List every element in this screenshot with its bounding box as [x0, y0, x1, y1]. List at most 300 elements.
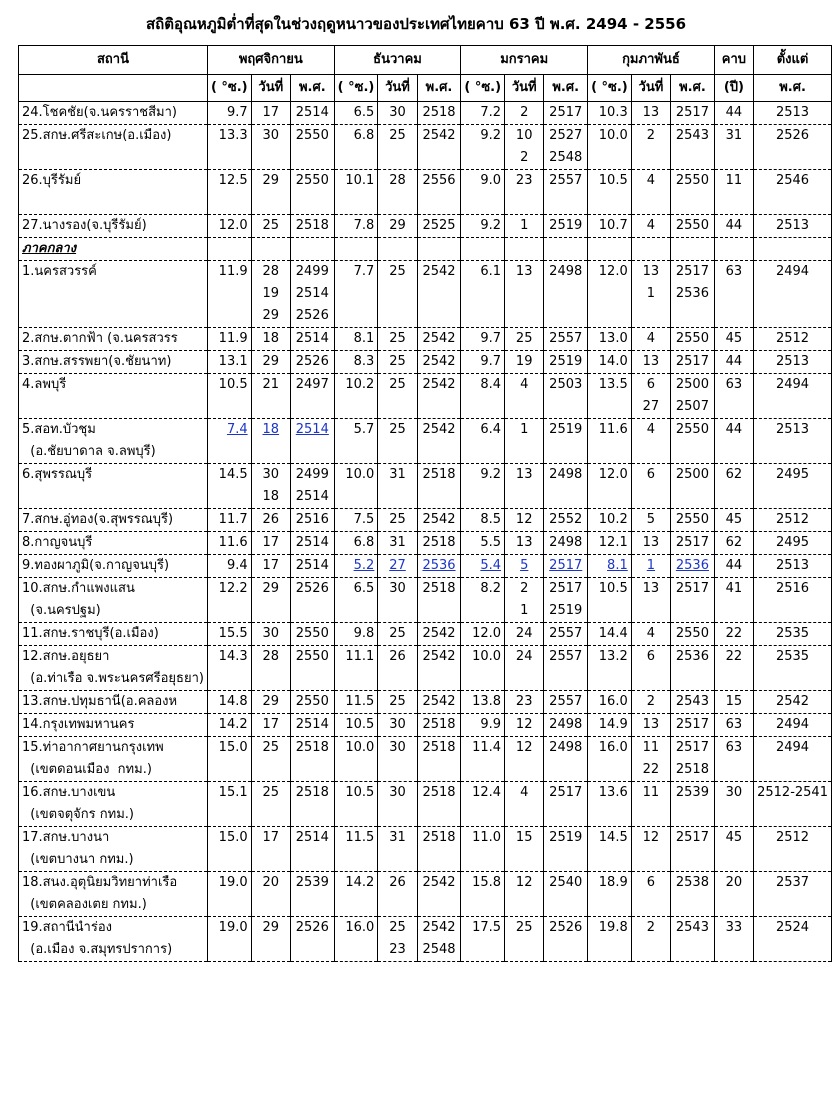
nov-temp-value: 9.7 — [226, 105, 248, 120]
feb-temp-cell — [588, 555, 632, 578]
station-name-line: 25.สกษ.ศรีสะเกษ(อ.เมือง) — [22, 128, 172, 143]
feb-year-cell — [671, 578, 715, 623]
jan-day-value: 12 — [515, 717, 533, 732]
station-name-line: 13.สกษ.ปทุมธานี(อ.คลองห — [22, 694, 178, 709]
empty-cell — [631, 238, 670, 261]
feb-day-value: 6 — [646, 649, 656, 664]
station-name-line: (เขตจตุจักร กทม.) — [22, 807, 134, 822]
feb-year-value: 2538 — [675, 875, 709, 890]
nov-day-cell — [251, 714, 290, 737]
nov-temp-value: 12.5 — [218, 173, 248, 188]
nov-year-value: 2499 — [295, 467, 329, 482]
period-cell — [714, 555, 753, 578]
station-name-line — [22, 192, 204, 214]
dec-year-value: 2548 — [422, 942, 456, 957]
station-name — [19, 215, 208, 238]
dec-year-cell — [417, 125, 461, 170]
table-row — [19, 827, 832, 872]
jan-temp-value: 11.0 — [472, 830, 502, 845]
feb-year-cell — [671, 782, 715, 827]
nov-year-value: 2514 — [295, 105, 329, 120]
feb-day-value: 2 — [646, 128, 656, 143]
subheader-day: วันที่ — [631, 75, 670, 102]
dec-day-value: 25 — [389, 920, 406, 935]
dec-day-value: 25 — [389, 512, 406, 527]
feb-year-value: 2550 — [675, 422, 709, 437]
nov-day-link[interactable]: 18 — [262, 422, 280, 437]
dec-day-cell — [378, 215, 417, 238]
feb-temp-value: 10.5 — [598, 581, 628, 596]
nov-year-cell — [290, 328, 334, 351]
dec-year-cell — [417, 374, 461, 419]
jan-year-value: 2498 — [549, 717, 583, 732]
feb-temp-link[interactable]: 8.1 — [607, 558, 628, 573]
jan-temp-cell — [461, 374, 505, 419]
jan-temp-link[interactable]: 5.4 — [480, 558, 502, 573]
jan-day-value: 24 — [515, 649, 533, 664]
dec-year-cell — [417, 646, 461, 691]
nov-year-value: 2550 — [295, 649, 329, 664]
nov-temp-cell — [207, 102, 251, 125]
period-value: 44 — [725, 105, 743, 120]
header-row — [19, 46, 832, 75]
since-value: 2535 — [775, 649, 810, 664]
feb-day-link[interactable]: 1 — [646, 558, 656, 573]
feb-year-value: 2550 — [675, 512, 709, 527]
station-name-line: 8.กาญจนบุรี — [22, 535, 93, 550]
jan-day-cell — [505, 464, 544, 509]
jan-temp-cell — [461, 351, 505, 374]
nov-year-link[interactable]: 2514 — [295, 422, 329, 437]
nov-day-value: 29 — [262, 308, 280, 323]
nov-day-value: 21 — [262, 377, 280, 392]
dec-temp-cell — [334, 555, 378, 578]
nov-day-cell — [251, 419, 290, 464]
jan-day-value: 2 — [520, 581, 529, 596]
jan-year-value: 2517 — [549, 105, 583, 120]
feb-year-value: 2550 — [675, 173, 709, 188]
station-name — [19, 623, 208, 646]
jan-year-cell — [544, 872, 588, 917]
dec-year-value: 2518 — [422, 785, 456, 800]
empty-cell — [251, 238, 290, 261]
dec-temp-cell — [334, 261, 378, 328]
table-row — [19, 351, 832, 374]
dec-day-cell — [378, 374, 417, 419]
dec-day-cell — [378, 170, 417, 215]
jan-temp-value: 9.2 — [480, 128, 502, 143]
since-value: 2495 — [775, 535, 810, 550]
jan-temp-cell — [461, 102, 505, 125]
period-cell — [714, 464, 753, 509]
subheader-since-unit: พ.ศ. — [754, 75, 832, 102]
nov-temp-value: 19.0 — [218, 920, 248, 935]
temperature-table — [18, 45, 832, 962]
nov-year-cell — [290, 532, 334, 555]
station-name — [19, 578, 208, 623]
jan-year-cell — [544, 125, 588, 170]
nov-temp-value: 11.7 — [218, 512, 248, 527]
dec-day-value: 30 — [389, 785, 406, 800]
feb-day-value: 6 — [646, 377, 656, 392]
jan-day-value: 23 — [515, 173, 533, 188]
dec-day-value: 26 — [389, 875, 406, 890]
period-cell — [714, 623, 753, 646]
empty-cell — [207, 238, 251, 261]
station-name-line: (อ.เมือง จ.สมุทรปราการ) — [22, 942, 173, 957]
subheader-row — [19, 75, 832, 102]
station-name-line: 4.ลพบุรี — [22, 377, 67, 392]
jan-year-value: 2557 — [549, 694, 583, 709]
nov-temp-cell — [207, 261, 251, 328]
since-cell — [754, 827, 832, 872]
jan-day-cell — [505, 102, 544, 125]
nov-temp-value: 13.1 — [218, 354, 248, 369]
nov-day-cell — [251, 328, 290, 351]
jan-year-cell — [544, 102, 588, 125]
feb-year-cell — [671, 464, 715, 509]
feb-year-value: 2500 — [675, 467, 709, 482]
table-row — [19, 509, 832, 532]
period-value: 33 — [725, 920, 743, 935]
dec-day-link[interactable]: 27 — [389, 558, 406, 573]
jan-year-value: 2503 — [549, 377, 583, 392]
nov-day-value: 17 — [262, 558, 280, 573]
section-row — [19, 238, 832, 261]
feb-day-value: 13 — [642, 105, 660, 120]
feb-year-link[interactable]: 2536 — [675, 558, 709, 573]
since-value: 2513 — [775, 354, 810, 369]
dec-temp-cell — [334, 170, 378, 215]
jan-day-value: 4 — [520, 377, 529, 392]
dec-year-value: 2518 — [422, 581, 456, 596]
feb-temp-cell — [588, 827, 632, 872]
period-cell — [714, 351, 753, 374]
since-value: 2495 — [775, 467, 810, 482]
jan-day-cell — [505, 125, 544, 170]
feb-day-value: 5 — [646, 512, 656, 527]
feb-temp-value: 13.2 — [598, 649, 628, 664]
nov-year-cell — [290, 464, 334, 509]
empty-cell — [505, 238, 544, 261]
dec-day-value: 25 — [389, 331, 406, 346]
station-name — [19, 691, 208, 714]
feb-temp-cell — [588, 691, 632, 714]
nov-day-cell — [251, 578, 290, 623]
nov-day-value: 29 — [262, 354, 280, 369]
since-cell — [754, 782, 832, 827]
dec-temp-value: 7.8 — [353, 218, 375, 233]
table-row — [19, 917, 832, 962]
nov-year-cell — [290, 102, 334, 125]
feb-temp-value: 12.1 — [598, 535, 628, 550]
feb-day-cell — [631, 419, 670, 464]
dec-temp-cell — [334, 646, 378, 691]
station-name — [19, 555, 208, 578]
jan-year-cell — [544, 532, 588, 555]
dec-temp-link[interactable]: 5.2 — [353, 558, 375, 573]
feb-temp-value: 10.0 — [598, 128, 628, 143]
dec-temp-cell — [334, 464, 378, 509]
jan-year-cell — [544, 509, 588, 532]
nov-temp-cell — [207, 623, 251, 646]
dec-day-cell — [378, 125, 417, 170]
jan-year-value: 2557 — [549, 626, 583, 641]
dec-year-cell — [417, 578, 461, 623]
since-value: 2524 — [775, 920, 810, 935]
feb-year-cell — [671, 374, 715, 419]
feb-day-cell — [631, 737, 670, 782]
feb-day-value: 13 — [642, 581, 660, 596]
jan-temp-cell — [461, 827, 505, 872]
jan-day-cell — [505, 737, 544, 782]
jan-temp-value: 12.0 — [472, 626, 502, 641]
dec-day-cell — [378, 102, 417, 125]
feb-day-cell — [631, 646, 670, 691]
station-name-line: 1.นครสวรรค์ — [22, 264, 97, 279]
jan-temp-value: 8.4 — [480, 377, 502, 392]
dec-day-cell — [378, 782, 417, 827]
dec-year-cell — [417, 261, 461, 328]
dec-day-value: 25 — [389, 128, 406, 143]
header-month-feb: กุมภาพันธ์ — [588, 46, 715, 75]
station-name-line: 11.สกษ.ราชบุรี(อ.เมือง) — [22, 626, 159, 641]
jan-day-cell — [505, 215, 544, 238]
feb-year-cell — [671, 691, 715, 714]
table-row — [19, 328, 832, 351]
jan-temp-value: 5.5 — [480, 535, 502, 550]
jan-year-cell — [544, 737, 588, 782]
feb-year-cell — [671, 328, 715, 351]
nov-year-value: 2518 — [295, 740, 329, 755]
jan-day-cell — [505, 261, 544, 328]
dec-day-cell — [378, 351, 417, 374]
dec-temp-value: 7.7 — [353, 264, 375, 279]
dec-day-value: 28 — [389, 173, 406, 188]
subheader-temp: ( °ซ.) — [334, 75, 378, 102]
nov-temp-value: 14.5 — [218, 467, 248, 482]
feb-temp-value: 14.4 — [598, 626, 628, 641]
nov-day-value: 30 — [262, 467, 280, 482]
dec-temp-cell — [334, 623, 378, 646]
nov-year-cell — [290, 170, 334, 215]
feb-temp-cell — [588, 509, 632, 532]
jan-year-value: 2552 — [549, 512, 583, 527]
feb-day-cell — [631, 782, 670, 827]
nov-temp-value: 15.0 — [218, 830, 248, 845]
feb-temp-value: 14.9 — [598, 717, 628, 732]
feb-year-value: 2543 — [675, 128, 709, 143]
since-value: 2537 — [775, 875, 810, 890]
jan-temp-cell — [461, 691, 505, 714]
station-name-line: (อ.ชัยบาดาล จ.ลพบุรี) — [22, 444, 156, 459]
nov-year-value: 2499 — [295, 264, 329, 279]
nov-day-value: 17 — [262, 105, 280, 120]
feb-temp-cell — [588, 782, 632, 827]
dec-day-value: 23 — [389, 942, 406, 957]
dec-day-value: 31 — [389, 535, 406, 550]
nov-temp-link[interactable]: 7.4 — [226, 422, 248, 437]
period-cell — [714, 917, 753, 962]
feb-day-value: 4 — [646, 422, 656, 437]
nov-temp-cell — [207, 351, 251, 374]
feb-temp-value: 18.9 — [598, 875, 628, 890]
station-name-line — [22, 305, 204, 327]
jan-year-value: 2498 — [549, 740, 583, 755]
since-cell — [754, 374, 832, 419]
nov-temp-cell — [207, 646, 251, 691]
nov-year-value: 2526 — [295, 308, 329, 323]
since-cell — [754, 578, 832, 623]
table-row — [19, 623, 832, 646]
nov-year-cell — [290, 737, 334, 782]
feb-day-cell — [631, 714, 670, 737]
station-name — [19, 646, 208, 691]
station-name-line: (อ.ท่าเรือ จ.พระนครศรีอยุธยา) — [22, 671, 204, 686]
jan-day-value: 12 — [515, 512, 533, 527]
nov-day-value: 30 — [262, 128, 280, 143]
jan-day-value: 4 — [520, 785, 529, 800]
feb-temp-cell — [588, 374, 632, 419]
station-name — [19, 714, 208, 737]
since-cell — [754, 646, 832, 691]
since-cell — [754, 691, 832, 714]
header-station: สถานี — [19, 46, 208, 75]
jan-year-cell — [544, 464, 588, 509]
nov-year-cell — [290, 125, 334, 170]
dec-temp-cell — [334, 509, 378, 532]
nov-year-value: 2526 — [295, 581, 329, 596]
dec-year-link[interactable]: 2536 — [422, 558, 456, 573]
feb-day-value: 11 — [642, 740, 660, 755]
nov-year-cell — [290, 578, 334, 623]
subheader-period-unit: (ปี) — [714, 75, 753, 102]
nov-year-cell — [290, 691, 334, 714]
jan-year-value: 2527 — [549, 128, 583, 143]
station-name-line: 24.โชคชัย(จ.นครราชสีมา) — [22, 105, 177, 120]
dec-day-cell — [378, 827, 417, 872]
dec-day-cell — [378, 328, 417, 351]
jan-temp-value: 8.5 — [480, 512, 502, 527]
since-value: 2512-2541 — [757, 785, 828, 800]
header-since: ตั้งแต่ — [754, 46, 832, 75]
jan-temp-value: 17.5 — [472, 920, 502, 935]
nov-day-value: 20 — [262, 875, 280, 890]
dec-temp-cell — [334, 872, 378, 917]
nov-year-cell — [290, 623, 334, 646]
dec-year-cell — [417, 351, 461, 374]
dec-temp-cell — [334, 215, 378, 238]
period-value: 44 — [725, 422, 743, 437]
jan-year-link[interactable]: 2517 — [549, 558, 583, 573]
jan-year-cell — [544, 623, 588, 646]
jan-year-value: 2540 — [549, 875, 583, 890]
nov-temp-cell — [207, 827, 251, 872]
nov-temp-value: 15.5 — [218, 626, 248, 641]
jan-temp-value: 12.4 — [472, 785, 502, 800]
feb-year-value: 2517 — [675, 581, 709, 596]
period-cell — [714, 328, 753, 351]
since-value: 2512 — [775, 830, 810, 845]
feb-year-cell — [671, 170, 715, 215]
feb-year-value: 2517 — [675, 105, 709, 120]
dec-day-cell — [378, 623, 417, 646]
dec-temp-value: 11.5 — [345, 694, 375, 709]
empty-cell — [417, 238, 461, 261]
dec-temp-cell — [334, 532, 378, 555]
jan-year-value: 2557 — [549, 649, 583, 664]
nov-temp-value: 11.9 — [218, 331, 248, 346]
jan-day-value: 23 — [515, 694, 533, 709]
since-cell — [754, 419, 832, 464]
feb-day-value: 13 — [642, 264, 660, 279]
period-cell — [714, 261, 753, 328]
table-row — [19, 374, 832, 419]
jan-temp-cell — [461, 170, 505, 215]
since-value: 2535 — [775, 626, 810, 641]
nov-day-value: 28 — [262, 649, 280, 664]
dec-temp-value: 11.5 — [345, 830, 375, 845]
nov-temp-cell — [207, 782, 251, 827]
dec-temp-value: 10.0 — [345, 740, 375, 755]
nov-year-cell — [290, 714, 334, 737]
nov-temp-cell — [207, 872, 251, 917]
dec-day-value: 30 — [389, 105, 406, 120]
station-name — [19, 419, 208, 464]
feb-year-value: 2517 — [675, 535, 709, 550]
nov-temp-cell — [207, 464, 251, 509]
since-cell — [754, 737, 832, 782]
dec-temp-value: 8.3 — [353, 354, 375, 369]
nov-temp-value: 11.9 — [218, 264, 248, 279]
dec-day-value: 30 — [389, 581, 406, 596]
nov-year-cell — [290, 827, 334, 872]
period-value: 11 — [725, 173, 743, 188]
empty-cell — [671, 238, 715, 261]
feb-temp-cell — [588, 351, 632, 374]
jan-year-cell — [544, 261, 588, 328]
dec-year-value: 2542 — [422, 354, 456, 369]
period-value: 31 — [725, 128, 743, 143]
table-row — [19, 419, 832, 464]
feb-day-value: 13 — [642, 717, 660, 732]
station-name-line: (เขตดอนเมือง กทม.) — [22, 762, 152, 777]
dec-day-value: 25 — [389, 377, 406, 392]
nov-day-cell — [251, 555, 290, 578]
nov-year-cell — [290, 351, 334, 374]
jan-temp-value: 9.2 — [480, 218, 502, 233]
feb-temp-cell — [588, 464, 632, 509]
nov-temp-value: 19.0 — [218, 875, 248, 890]
feb-year-cell — [671, 917, 715, 962]
subheader-year: พ.ศ. — [290, 75, 334, 102]
dec-year-value: 2542 — [422, 920, 456, 935]
since-cell — [754, 170, 832, 215]
table-row — [19, 714, 832, 737]
table-row — [19, 215, 832, 238]
jan-year-value: 2526 — [549, 920, 583, 935]
jan-temp-cell — [461, 215, 505, 238]
nov-year-value: 2526 — [295, 354, 329, 369]
empty-cell — [754, 238, 832, 261]
period-value: 41 — [725, 581, 743, 596]
dec-year-value: 2542 — [422, 512, 456, 527]
header-month-jan: มกราคม — [461, 46, 588, 75]
jan-day-link[interactable]: 5 — [520, 558, 529, 573]
feb-day-cell — [631, 691, 670, 714]
jan-year-cell — [544, 419, 588, 464]
table-body — [19, 102, 832, 962]
